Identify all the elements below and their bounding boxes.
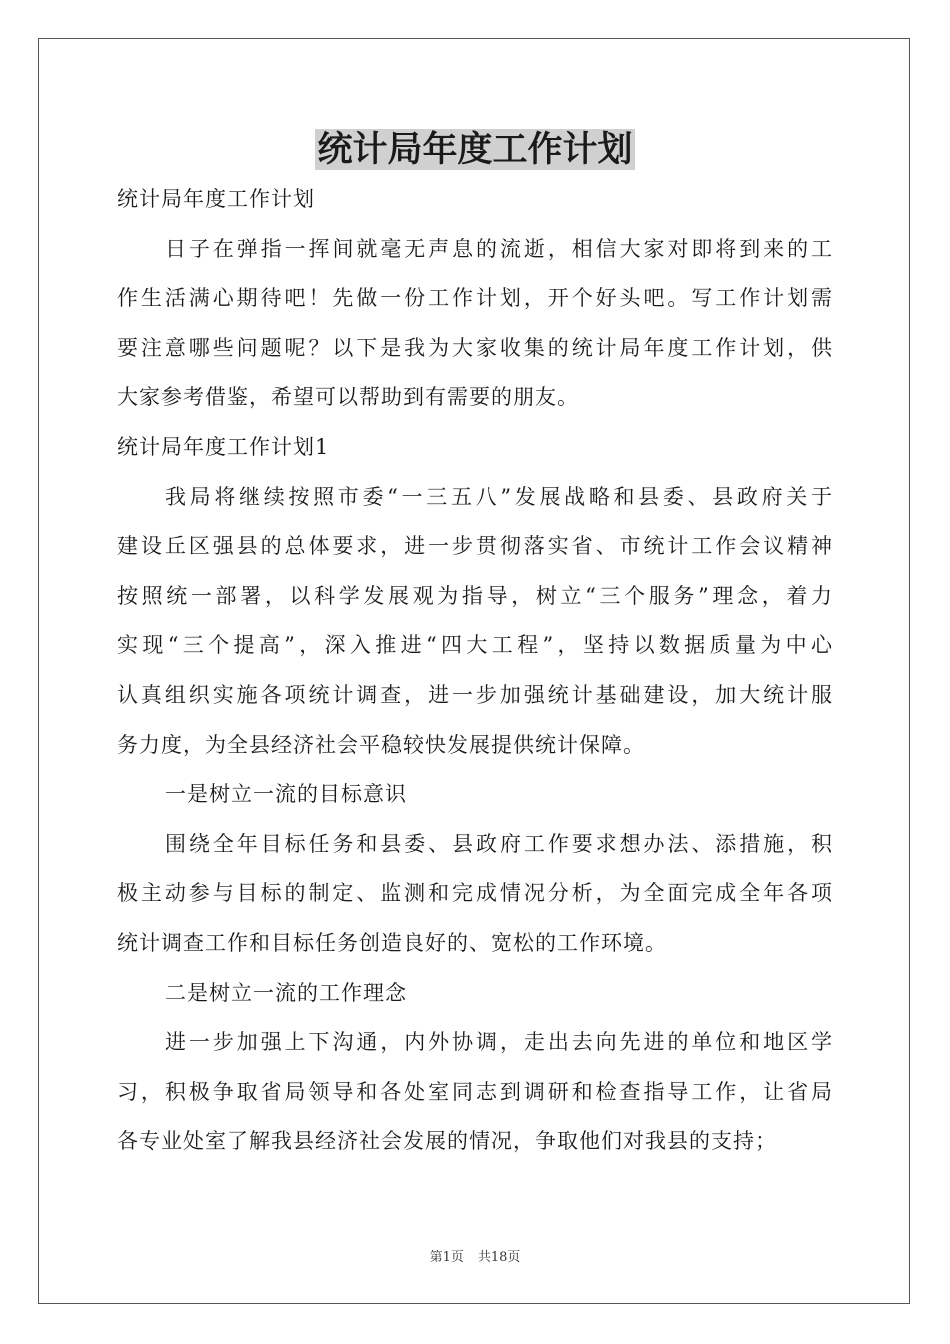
point-1-paragraph [117,820,833,969]
paragraph-line: 极主动参与目标的制定、监测和完成情况分析，为全面完成全年各项 [117,881,833,906]
paragraph-line: 一是树立一流的目标意识 [165,782,407,807]
paragraph-line: 围绕全年目标任务和县委、县政府工作要求想办法、添措施，积 [165,831,833,856]
paragraph-line: 各专业处室了解我县经济社会发展的情况，争取他们对我县的支持； [117,1129,777,1154]
paragraph-line: 统计局年度工作计划1 [117,434,330,459]
point-2-heading [117,969,833,1019]
paragraph-line: 务力度，为全县经济社会平稳较快发展提供统计保障。 [117,732,645,757]
paragraph-line: 认真组织实施各项统计调查，进一步加强统计基础建设，加大统计服 [117,682,833,707]
plan-1-heading [117,423,833,473]
page-footer [0,1246,950,1265]
paragraph-line: 进一步加强上下沟通，内外协调，走出去向先进的单位和地区学 [165,1030,833,1055]
page-number: 第1页 [429,1250,464,1265]
paragraph-line: 统计调查工作和目标任务创造良好的、宽松的工作环境。 [117,930,667,955]
subtitle-paragraph [117,175,833,225]
paragraph-line: 按照统一部署，以科学发展观为指导，树立“三个服务”理念，着力 [117,583,833,608]
document-title: 统计局年度工作计划 [317,129,633,170]
point-2-paragraph [117,1018,833,1167]
page-total: 共18页 [477,1250,521,1265]
plan-1-paragraph [117,473,833,771]
paragraph-line: 二是树立一流的工作理念 [165,980,407,1005]
paragraph-line: 实现“三个提高”，深入推进“四大工程”，坚持以数据质量为中心 [117,633,833,658]
paragraph-line: 我局将继续按照市委“一三五八”发展战略和县委、县政府关于 [165,484,833,509]
intro-paragraph [117,225,833,423]
paragraph-line: 要注意哪些问题呢？以下是我为大家收集的统计局年度工作计划，供 [117,335,833,360]
paragraph-line: 作生活满心期待吧！先做一份工作计划，开个好头吧。写工作计划需 [117,286,833,311]
paragraph-line: 建设丘区强县的总体要求，进一步贯彻落实省、市统计工作会议精神 [117,534,833,559]
point-1-heading [117,770,833,820]
paragraph-line: 日子在弹指一挥间就毫无声息的流逝，相信大家对即将到来的工 [165,236,833,261]
paragraph-line: 习，积极争取省局领导和各处室同志到调研和检查指导工作，让省局 [117,1079,833,1104]
paragraph-line: 大家参考借鉴，希望可以帮助到有需要的朋友。 [117,385,579,410]
document-body [117,175,833,1167]
paragraph-line: 统计局年度工作计划 [117,187,315,211]
